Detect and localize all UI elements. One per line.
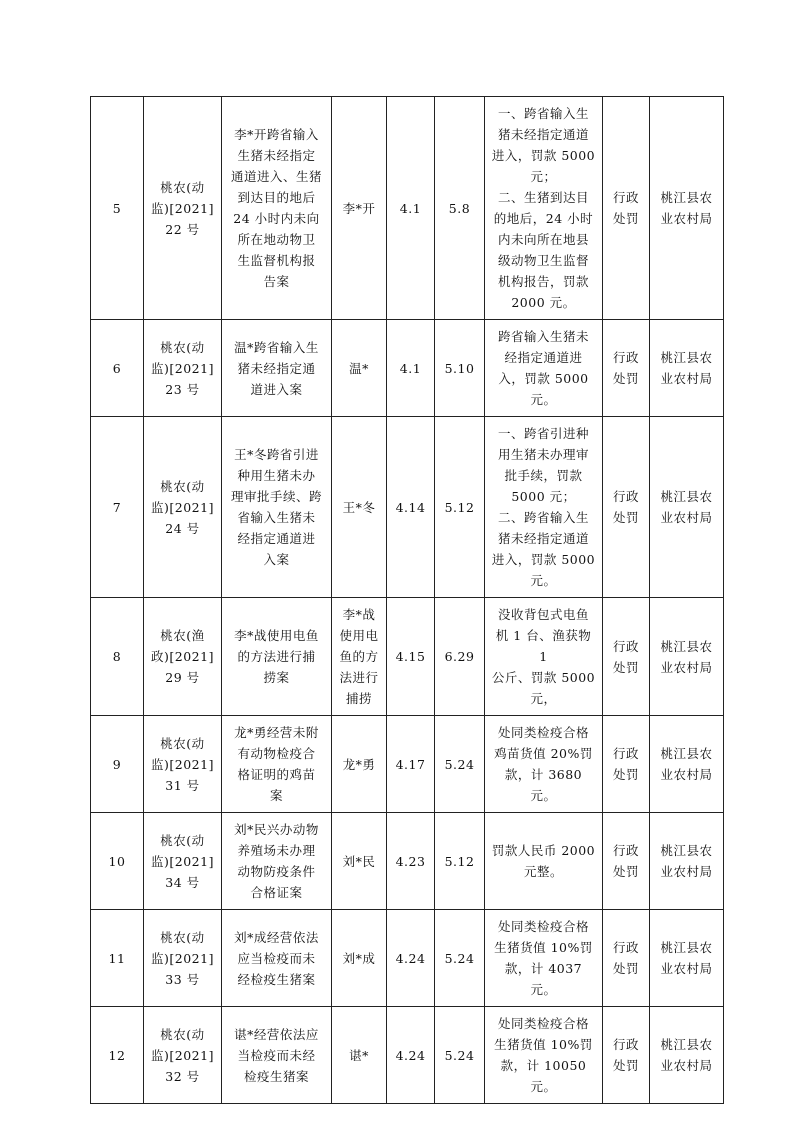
case-name-line: 刘*成经营依法 [234, 929, 319, 945]
case-name-line: 温*跨省输入生 [234, 339, 319, 355]
case-name [222, 813, 332, 910]
decision-date [435, 320, 485, 417]
penalty-content [485, 320, 603, 417]
document-number-line: 34 号 [165, 874, 200, 890]
document-number-line: 桃农(动 [160, 1026, 205, 1042]
penalty-line: 元； [530, 169, 557, 184]
case-name-line: 有动物检疫合 [237, 746, 316, 761]
filing-date-text: 4.1 [399, 360, 422, 376]
row-number [91, 598, 144, 716]
penalty-line: 款，计 4037 元。 [504, 961, 583, 997]
table-row [91, 813, 724, 910]
penalty-line: 一、跨省引进种 [497, 426, 589, 441]
case-name [222, 97, 332, 320]
document-number [144, 1007, 222, 1104]
document-number-line: 桃农(动 [160, 478, 205, 494]
case-name-line: 案 [269, 788, 283, 803]
document-number [144, 813, 222, 910]
penalty-type [603, 716, 650, 813]
document-number-line: 政)[2021] [151, 649, 214, 664]
authority [650, 1007, 724, 1104]
table-body [91, 97, 724, 1104]
penalty-type-line: 处罚 [612, 767, 639, 782]
party-name [332, 417, 387, 598]
case-name-line: 检疫生猪案 [243, 1068, 309, 1084]
case-name-line: 理审批手续、跨 [230, 489, 322, 504]
document-number [144, 417, 222, 598]
case-name [222, 716, 332, 813]
document-number-line: 桃农(渔 [160, 628, 205, 643]
row-number [91, 320, 144, 417]
filing-date [387, 910, 435, 1007]
party-name [332, 97, 387, 320]
decision-date [435, 910, 485, 1007]
penalty-type-line: 行政 [612, 190, 639, 205]
penalty-type [603, 598, 650, 716]
row-number [91, 813, 144, 910]
authority-line: 业农村局 [660, 510, 713, 525]
case-name-line: 当检疫而未经 [237, 1047, 316, 1063]
penalty-type-line: 行政 [612, 940, 639, 955]
row-number-text: 6 [112, 360, 122, 376]
penalty-type [603, 417, 650, 598]
authority [650, 320, 724, 417]
document-number-line: 桃农(动 [160, 339, 205, 355]
penalty-content [485, 716, 603, 813]
filing-date-text: 4.23 [395, 853, 426, 869]
decision-date-text: 5.24 [444, 1047, 475, 1063]
case-name-line: 种用生猪未办 [237, 468, 316, 483]
case-name-line: 告案 [263, 274, 290, 289]
document-number-line: 31 号 [165, 777, 200, 793]
decision-date [435, 716, 485, 813]
document-number-line: 监)[2021] [151, 200, 214, 216]
document-number-line: 监)[2021] [151, 499, 214, 515]
case-name-line: 经检疫生猪案 [237, 971, 316, 987]
document-number-line: 监)[2021] [151, 360, 214, 376]
party-name-line: 李*开 [342, 200, 376, 216]
filing-date [387, 813, 435, 910]
penalty-type [603, 1007, 650, 1104]
party-name [332, 813, 387, 910]
penalty-line: 内未向所在地县 [497, 232, 589, 247]
party-name [332, 598, 387, 716]
case-name-line: 所在地动物卫 [237, 232, 316, 247]
authority-line: 业农村局 [660, 767, 713, 782]
penalty-type-line: 行政 [612, 746, 639, 761]
row-number [91, 1007, 144, 1104]
case-name [222, 417, 332, 598]
case-name [222, 320, 332, 417]
case-name-line: 道进入案 [250, 381, 303, 397]
authority-line: 桃江县农 [660, 190, 713, 205]
penalty-content [485, 1007, 603, 1104]
penalty-line: 公斤、罚款 5000 [491, 670, 596, 685]
penalty-line: 生猪货值 10%罚 [494, 1037, 593, 1052]
document-number [144, 716, 222, 813]
penalty-type [603, 97, 650, 320]
penalty-line: 元整。 [523, 864, 563, 879]
decision-date [435, 97, 485, 320]
filing-date [387, 97, 435, 320]
authority [650, 910, 724, 1007]
decision-date-text: 6.29 [444, 649, 475, 664]
filing-date-text: 4.14 [395, 499, 426, 515]
authority-line: 桃江县农 [660, 638, 713, 654]
document-number-line: 监)[2021] [151, 853, 214, 869]
authority-line: 业农村局 [660, 211, 713, 226]
case-name-line: 省输入生猪未 [237, 510, 316, 525]
penalty-type-line: 处罚 [612, 371, 639, 386]
case-name [222, 598, 332, 716]
table-row [91, 320, 724, 417]
party-name-line: 刘*民 [342, 853, 376, 869]
decision-date [435, 1007, 485, 1104]
authority-line: 桃江县农 [660, 843, 713, 858]
penalty-content [485, 813, 603, 910]
row-number-text: 5 [112, 200, 122, 216]
document-number-line: 23 号 [165, 381, 200, 397]
penalty-line: 猪未经指定通道 [497, 127, 589, 142]
case-name-line: 到达目的地后 [237, 190, 316, 205]
filing-date-text: 4.15 [395, 649, 426, 664]
row-number-text: 11 [108, 950, 126, 966]
penalty-line: 处同类检疫合格 [497, 1016, 589, 1031]
penalty-type-line: 行政 [612, 843, 639, 858]
document-number-line: 桃农(动 [160, 832, 205, 848]
penalty-line: 进入，罚款 5000 [491, 552, 596, 567]
row-number [91, 417, 144, 598]
decision-date [435, 598, 485, 716]
penalty-type-line: 行政 [612, 489, 639, 504]
penalty-content [485, 417, 603, 598]
authority-line: 业农村局 [660, 864, 713, 879]
penalty-type-line: 处罚 [612, 961, 639, 976]
document-number [144, 97, 222, 320]
row-number-text: 10 [108, 853, 126, 869]
decision-date [435, 813, 485, 910]
filing-date-text: 4.17 [395, 756, 426, 772]
authority [650, 716, 724, 813]
penalty-line: 罚款人民币 2000 [491, 843, 596, 858]
case-name-line: 李*开跨省输入 [234, 127, 319, 142]
party-name-line: 李*战 [342, 607, 376, 622]
penalty-line: 经指定通道进 [504, 350, 583, 365]
party-name-line: 刘*成 [342, 950, 376, 966]
decision-date-text: 5.8 [448, 200, 471, 216]
party-name [332, 716, 387, 813]
penalty-type [603, 813, 650, 910]
authority-line: 业农村局 [660, 659, 713, 675]
party-name-line: 王*冬 [342, 499, 376, 515]
penalty-line: 二、生猪到达目 [497, 190, 589, 205]
penalty-type [603, 320, 650, 417]
party-name-line: 法进行 [339, 670, 379, 685]
party-name-line: 使用电 [339, 628, 379, 643]
document-number-line: 桃农(动 [160, 179, 205, 195]
case-name-line: 应当检疫而未 [237, 950, 316, 966]
penalty-line: 元。 [530, 573, 557, 588]
table-row [91, 910, 724, 1007]
document-number [144, 910, 222, 1007]
penalty-type-line: 处罚 [612, 211, 639, 226]
case-name-line: 经指定通道进 [237, 531, 316, 546]
penalty-line: 元， [530, 691, 557, 706]
penalty-line: 处同类检疫合格 [497, 919, 589, 934]
penalty-line: 5000 元； [511, 489, 576, 504]
case-name-line: 的方法进行捕 [237, 649, 316, 664]
penalty-line: 的地后，24 小时 [493, 211, 594, 226]
case-name-line: 刘*民兴办动物 [234, 822, 319, 837]
authority-line: 桃江县农 [660, 350, 713, 365]
penalty-type-line: 处罚 [612, 1058, 639, 1073]
penalty-line: 2000 元。 [511, 295, 576, 310]
penalty-line: 入，罚款 5000 元。 [498, 371, 589, 407]
party-name-line: 龙*勇 [342, 756, 376, 772]
table-row [91, 1007, 724, 1104]
row-number [91, 910, 144, 1007]
table-row [91, 417, 724, 598]
penalty-type-line: 行政 [612, 1037, 639, 1052]
decision-date [435, 417, 485, 598]
penalty-line: 机 1 台、渔获物 1 [495, 628, 592, 664]
filing-date [387, 417, 435, 598]
document-number-line: 监)[2021] [151, 950, 214, 966]
table-row [91, 716, 724, 813]
penalty-type [603, 910, 650, 1007]
authority-line: 桃江县农 [660, 489, 713, 504]
decision-date-text: 5.10 [444, 360, 475, 376]
decision-date-text: 5.12 [444, 853, 475, 869]
case-name-line: 生监督机构报 [237, 253, 316, 268]
authority [650, 417, 724, 598]
filing-date [387, 598, 435, 716]
penalty-line: 一、跨省输入生 [497, 106, 589, 121]
case-name-line: 格证明的鸡苗 [237, 767, 316, 782]
penalty-line: 机构报告，罚款 [497, 274, 589, 289]
row-number [91, 97, 144, 320]
document-number-line: 22 号 [165, 221, 200, 237]
filing-date [387, 1007, 435, 1104]
case-name-line: 合格证案 [250, 885, 303, 900]
authority-line: 业农村局 [660, 371, 713, 386]
penalty-line: 猪未经指定通道 [497, 531, 589, 546]
penalty-type-line: 行政 [612, 350, 639, 365]
case-name-line: 捞案 [263, 670, 290, 685]
case-name-line: 通道进入、生猪 [230, 169, 322, 184]
penalty-line: 处同类检疫合格 [497, 725, 589, 740]
document-number-line: 24 号 [165, 520, 200, 536]
case-name-line: 谌*经营依法应 [234, 1026, 319, 1042]
row-number [91, 716, 144, 813]
case-name-line: 生猪未经指定 [237, 148, 316, 163]
penalty-line: 鸡苗货值 20%罚 [494, 746, 593, 761]
party-name-line: 温* [349, 360, 369, 376]
penalty-line: 没收背包式电鱼 [497, 607, 589, 622]
decision-date-text: 5.24 [444, 950, 475, 966]
filing-date [387, 716, 435, 813]
table-row [91, 598, 724, 716]
row-number-text: 7 [112, 499, 122, 515]
penalty-content [485, 910, 603, 1007]
document-number-line: 29 号 [165, 670, 200, 685]
penalty-content [485, 598, 603, 716]
table-row [91, 97, 724, 320]
penalty-line: 跨省输入生猪未 [497, 329, 589, 344]
authority-line: 桃江县农 [660, 746, 713, 761]
penalty-content [485, 97, 603, 320]
row-number-text: 8 [112, 649, 122, 664]
authority [650, 813, 724, 910]
decision-date-text: 5.12 [444, 499, 475, 515]
penalty-line: 款，计 10050 元。 [500, 1058, 587, 1094]
case-name-line: 李*战使用电鱼 [234, 628, 319, 643]
case-name-line: 养殖场未办理 [237, 843, 316, 858]
authority [650, 97, 724, 320]
penalty-line: 进入，罚款 5000 [491, 148, 596, 163]
case-name-line: 龙*勇经营未附 [234, 725, 319, 740]
penalty-type-line: 处罚 [612, 659, 639, 675]
filing-date-text: 4.24 [395, 1047, 426, 1063]
penalty-line: 级动物卫生监督 [497, 253, 589, 268]
row-number-text: 12 [108, 1047, 126, 1063]
document-number [144, 598, 222, 716]
authority-line: 桃江县农 [660, 1037, 713, 1052]
party-name-line: 鱼的方 [339, 649, 379, 664]
document-number-line: 监)[2021] [151, 756, 214, 772]
penalty-type-line: 处罚 [612, 510, 639, 525]
case-name-line: 猪未经指定通 [237, 360, 316, 376]
penalty-type-line: 行政 [612, 638, 639, 654]
decision-date-text: 5.24 [444, 756, 475, 772]
party-name [332, 320, 387, 417]
filing-date [387, 320, 435, 417]
penalty-line: 款，计 3680 元。 [504, 767, 583, 803]
document-number-line: 桃农(动 [160, 929, 205, 945]
party-name [332, 1007, 387, 1104]
penalty-table [90, 96, 724, 1104]
authority-line: 业农村局 [660, 961, 713, 976]
document-number-line: 监)[2021] [151, 1047, 214, 1063]
document-number [144, 320, 222, 417]
authority [650, 598, 724, 716]
case-name [222, 910, 332, 1007]
case-name-line: 入案 [263, 552, 290, 567]
penalty-line: 二、跨省输入生 [497, 510, 589, 525]
party-name [332, 910, 387, 1007]
authority-line: 桃江县农 [660, 940, 713, 955]
authority-line: 业农村局 [660, 1058, 713, 1073]
case-name [222, 1007, 332, 1104]
document-number-line: 桃农(动 [160, 735, 205, 751]
penalty-line: 用生猪未办理审 [497, 447, 589, 462]
filing-date-text: 4.1 [399, 200, 422, 216]
case-name-line: 王*冬跨省引进 [234, 447, 319, 462]
penalty-line: 批手续，罚款 [504, 468, 583, 483]
filing-date-text: 4.24 [395, 950, 426, 966]
party-name-line: 捕捞 [345, 691, 372, 706]
penalty-line: 生猪货值 10%罚 [494, 940, 593, 955]
penalty-type-line: 处罚 [612, 864, 639, 879]
document-number-line: 33 号 [165, 971, 200, 987]
row-number-text: 9 [112, 756, 122, 772]
party-name-line: 谌* [349, 1047, 369, 1063]
case-name-line: 动物防疫条件 [237, 864, 316, 879]
document-number-line: 32 号 [165, 1068, 200, 1084]
case-name-line: 24 小时内未向 [233, 211, 320, 226]
